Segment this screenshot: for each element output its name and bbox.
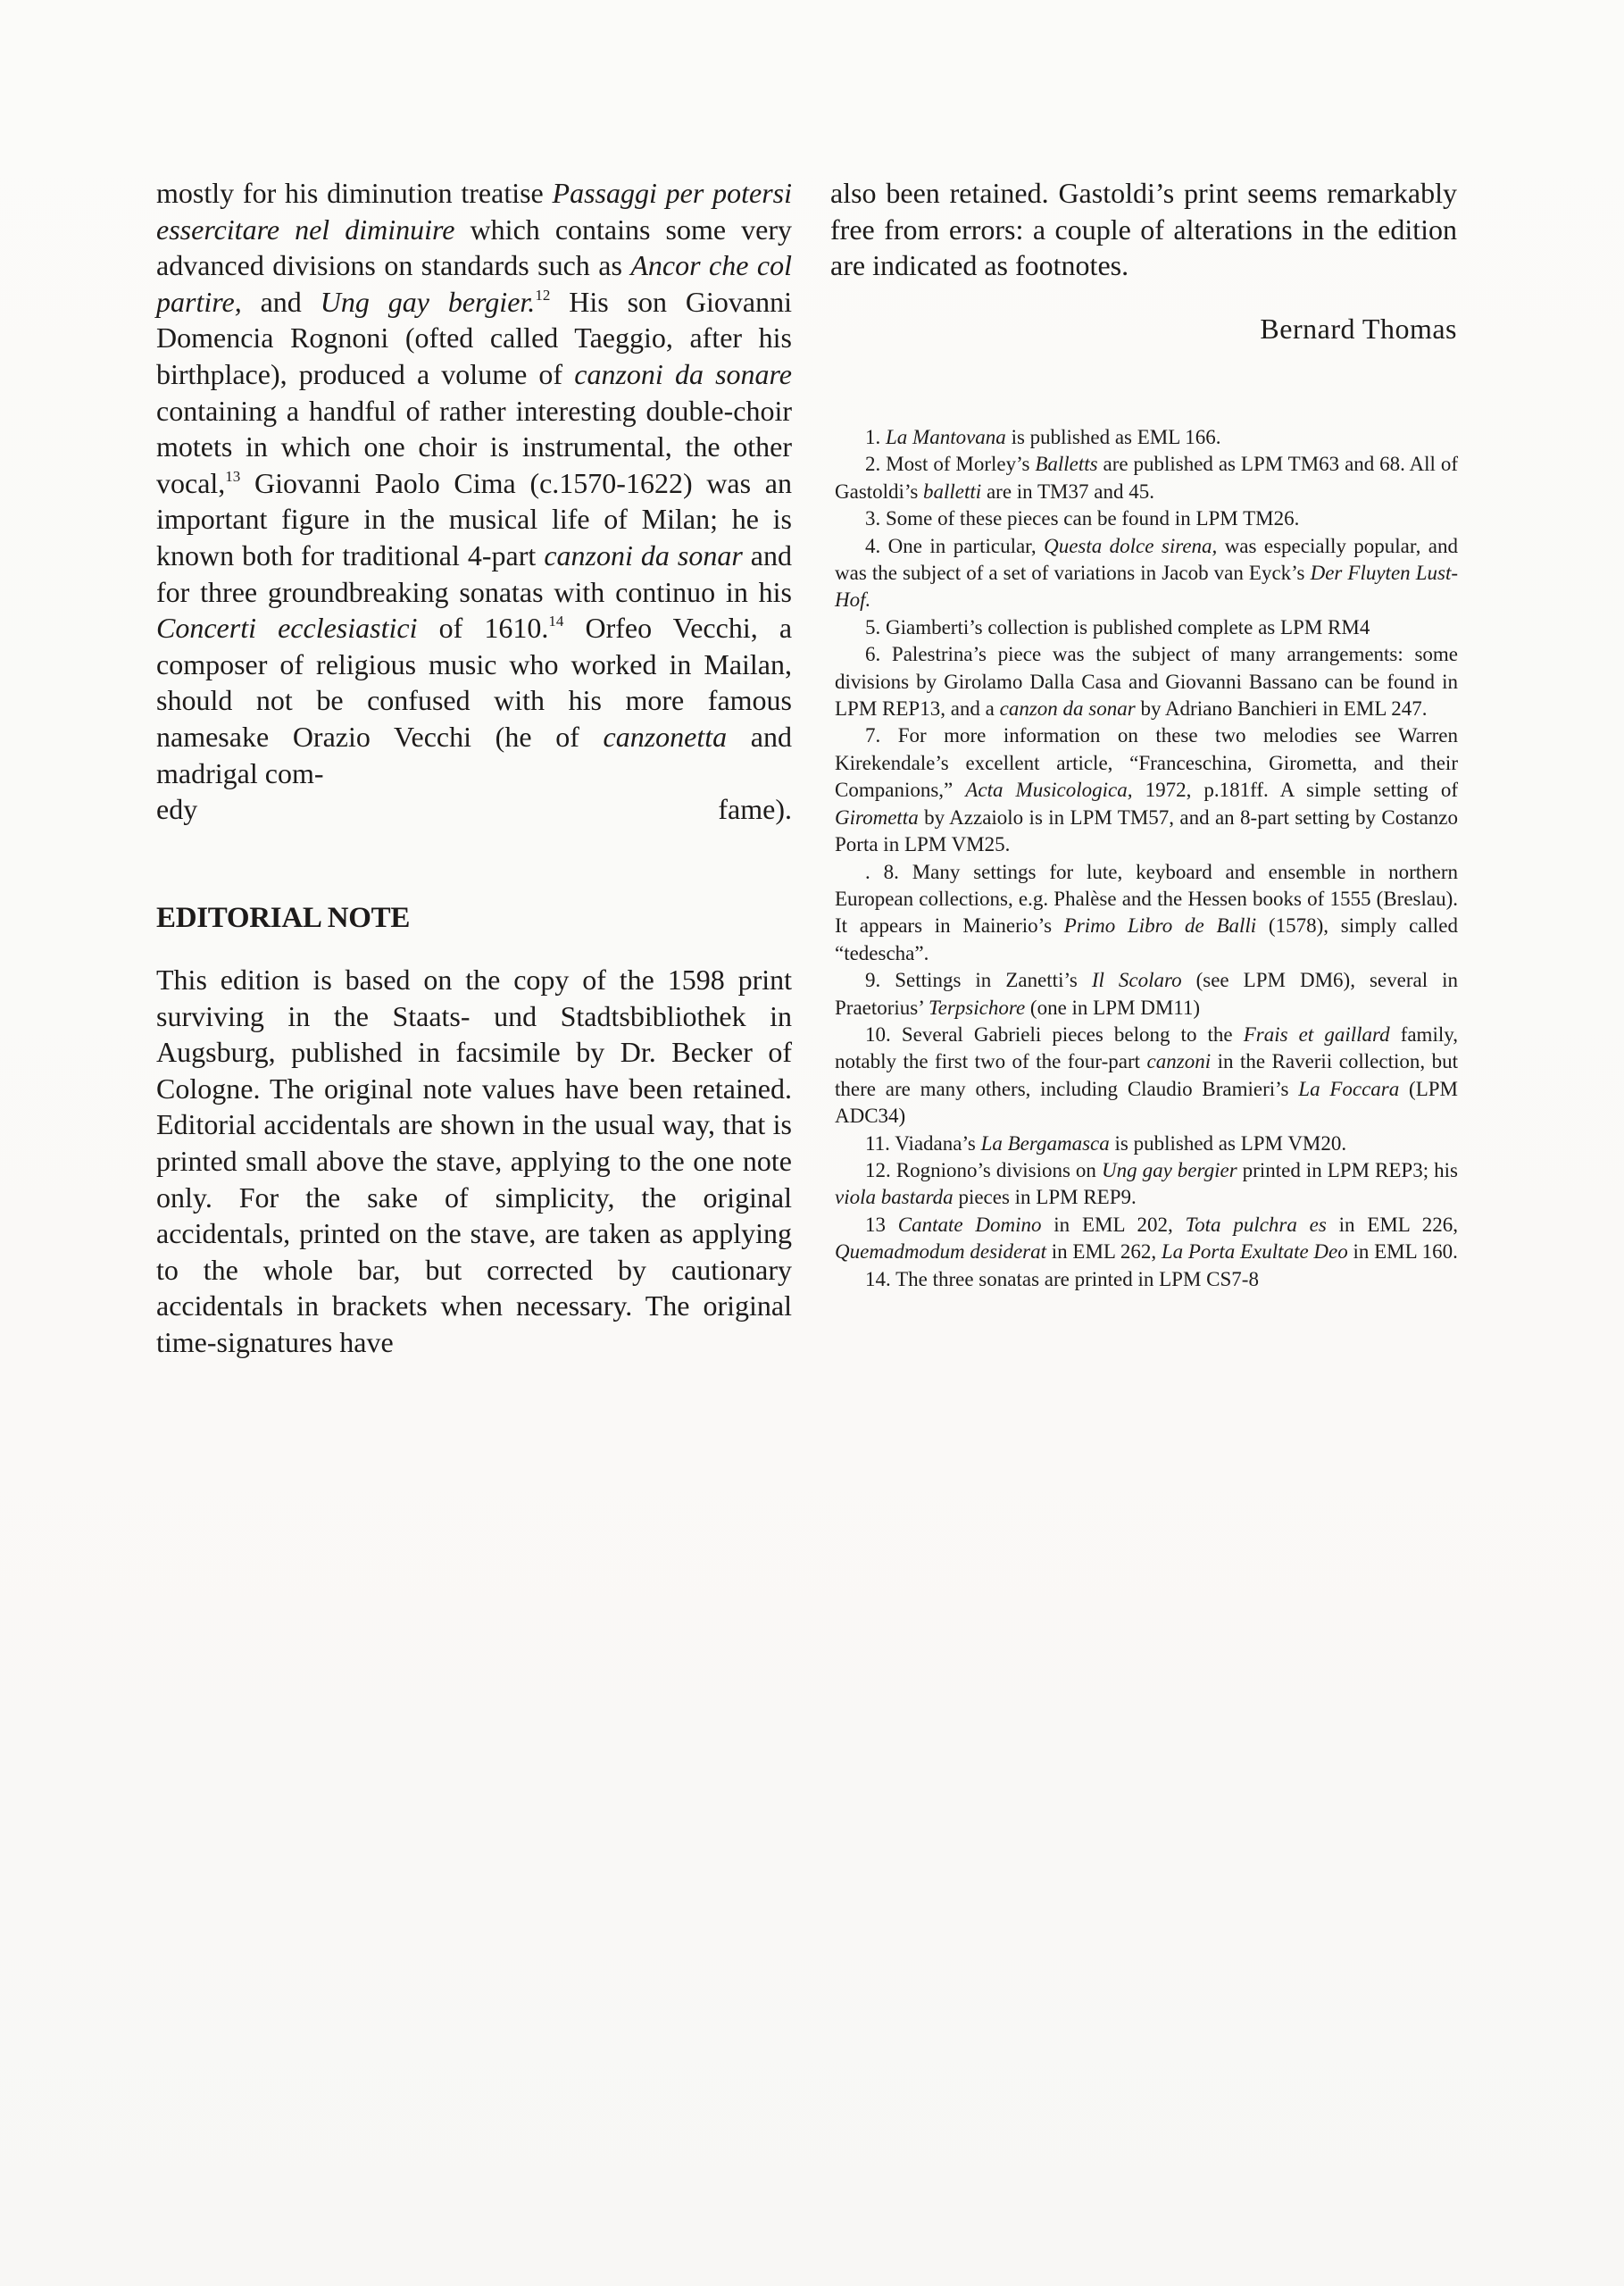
italic-title: canzoni da sonare — [574, 357, 793, 390]
italic-title: Tota pulchra es — [1185, 1213, 1327, 1236]
text-run: in EML 226, — [1326, 1213, 1459, 1236]
text-run: of 1610. — [417, 612, 549, 645]
footnote-reference: 14 — [548, 613, 564, 630]
intro-paragraph — [156, 175, 792, 791]
right-column — [830, 175, 1457, 346]
italic-title: Ung gay bergier. — [320, 285, 536, 318]
italic-title: Girometta — [835, 805, 919, 829]
text-run: 13 — [865, 1213, 898, 1236]
italic-title: Acta Musicologica, — [965, 779, 1133, 802]
text-run: are in TM37 and 45. — [981, 480, 1154, 503]
text-run: Orfeo Vecchi, a composer of religious music who worked in Mailan, should not be confused with his more famous namesake Orazio Vecchi (he of — [156, 612, 793, 753]
footnotes-list — [835, 424, 1458, 1293]
italic-title: canzonetta — [603, 720, 728, 753]
italic-title: La Foccara — [1298, 1077, 1400, 1100]
footnote-reference: 12 — [535, 286, 551, 304]
text-run: by Azzaiolo is in LPM TM57, and an 8-part setting by Costanzo Porta in LPM VM25. — [835, 805, 1458, 856]
text-run: 1. — [865, 426, 886, 448]
italic-title: La Mantovana — [886, 426, 1006, 448]
italic-title: canzon da sonar — [999, 697, 1136, 721]
editorial-note-continuation: also been retained. Gastoldi’s print seems remarkably free from errors: a couple of alterations in the edition are indicated as footnotes. — [830, 177, 1457, 282]
footnote-item — [835, 859, 1458, 968]
text-run: 4. One in particular, — [865, 534, 1045, 557]
text-run: pieces in LPM REP9. — [953, 1186, 1137, 1209]
text-run: (one in LPM DM11) — [1025, 996, 1201, 1019]
text-run: 2. Most of Morley’s — [865, 453, 1036, 476]
italic-title: Passaggi per potersi essercitare nel diminuire — [156, 177, 793, 246]
text-run: and madrigal com- — [156, 720, 792, 789]
text-run: was especially popular, and was the subject of a set of variations in Jacob van Eyck’s — [835, 534, 1458, 585]
footnote-item — [835, 1022, 1458, 1130]
text-run: 10. Several Gabrieli pieces belong to the — [865, 1022, 1244, 1046]
left-column — [156, 175, 792, 828]
text-run: are published as LPM TM63 and 68. All of Gastoldi’s — [835, 453, 1458, 503]
text-run: is published as LPM VM20. — [1109, 1131, 1347, 1155]
italic-title: balletti — [923, 480, 982, 503]
italic-title: Ung gay bergier — [1101, 1158, 1237, 1181]
text-run: family, notably the first two of the four-part — [835, 1022, 1458, 1073]
text-run: 12. Rogniono’s divisions on — [865, 1158, 1102, 1181]
italic-title: Frais et gaillard — [1243, 1022, 1390, 1046]
editorial-note-body: This edition is based on the copy of the 1598 print surviving in the Staats- und Stadtsbibliothek in Augsburg, published in facsimile by Dr. Becker of Cologne. The original note values have been retained. Editorial accidentals are shown in the usual way, that is printed small above the stave, applying to the one note only. For the sake of simplicity, the original accidentals, printed on the stave, are taken as applying to the whole bar, but corrected by cautionary accidentals in brackets when necessary. The original time-signatures have — [156, 964, 792, 1358]
text-run: and for three groundbreaking sonatas with continuo in his — [156, 538, 793, 608]
footnote-reference: 13 — [225, 467, 241, 485]
footnote-item — [835, 533, 1458, 614]
text-run: (LPM ADC34) — [835, 1077, 1458, 1128]
footnote-item — [835, 967, 1458, 1022]
text-run: Giovanni Paolo Cima (c.1570-1622) was an important figure in the musical life of Milan; he is known both for traditional 4-part — [156, 466, 792, 572]
italic-title: Questa dolce sirena, — [1044, 534, 1218, 557]
text-run: in EML 160. — [1347, 1240, 1458, 1264]
footnote-item — [835, 424, 1458, 451]
text-run: mostly for his diminution treatise — [156, 177, 553, 209]
italic-title: canzoni — [1146, 1050, 1212, 1073]
italic-title: Primo Libro de Balli — [1063, 914, 1257, 938]
text-run: which contains some very advanced divisions on standards such as — [156, 213, 792, 282]
section-heading-editorial-note: EDITORIAL NOTE — [156, 902, 411, 934]
text-run: His son Giovanni Domencia Rognoni (ofted called Taeggio, after his birthplace), produced a volume of — [156, 285, 793, 390]
italic-title: La Porta Exultate Deo — [1161, 1240, 1348, 1264]
text-run: 6. Palestrina’s piece was the subject of many arrangements: some divisions by Girolamo Dalla Casa and Giovanni Bassano can be found in LPM REP13, and a — [835, 643, 1458, 721]
italic-title: Quemadmodum desiderat — [835, 1240, 1046, 1264]
text-run: (see LPM DM6), several in Praetorius’ — [835, 969, 1458, 1019]
text-run: 9. Settings in Zanetti’s — [865, 969, 1092, 992]
last-line-right: fame). — [718, 793, 792, 826]
editorial-note-section — [156, 962, 792, 1361]
text-run: and — [241, 285, 321, 318]
footnote-item — [835, 505, 1458, 532]
italic-title: viola bastarda — [835, 1186, 954, 1209]
text-run: by Adriano Banchieri in EML 247. — [1135, 697, 1428, 721]
footnote-item — [835, 614, 1458, 641]
text-run: is published as EML 166. — [1005, 426, 1221, 448]
footnote-item — [835, 1130, 1458, 1157]
footnote-item — [835, 1266, 1458, 1293]
italic-title: La Bergamasca — [980, 1131, 1110, 1155]
text-run: printed in LPM REP3; his — [1237, 1158, 1458, 1181]
text-run: in EML 202, — [1041, 1213, 1186, 1236]
text-run: 11. Viadana’s — [865, 1131, 981, 1155]
italic-title: Cantate Domino — [897, 1213, 1042, 1236]
italic-title: Balletts — [1035, 453, 1098, 476]
author-signature: Bernard Thomas — [1260, 312, 1457, 345]
italic-title: Terpsichore — [928, 996, 1026, 1019]
text-run: 7. For more information on these two melodies see Warren Kirekendale’s excellent article, “Franceschina, Girometta, and their Companions,” — [835, 724, 1458, 802]
text-run: 5. Giamberti’s collection is published complete as LPM RM4 — [865, 615, 1370, 638]
footnote-item — [835, 451, 1458, 505]
text-run: in EML 262, — [1046, 1240, 1162, 1264]
italic-title: Der Fluyten Lust-Hof. — [835, 562, 1459, 612]
text-run: in the Raverii collection, but there are many others, including Claudio Bramieri’s — [835, 1050, 1459, 1100]
footnote-item — [835, 1212, 1458, 1266]
footnote-item — [835, 722, 1458, 858]
footnote-item — [835, 641, 1458, 722]
italic-title: Concerti ecclesiastici — [156, 612, 418, 645]
text-run: (1578), simply called “tedescha”. — [835, 914, 1458, 964]
text-run: containing a handful of rather interesting double-choir motets in which one choir is instrumental, the other vocal, — [156, 394, 792, 499]
last-line-left: edy — [156, 793, 198, 826]
italic-title: Ancor che col partire, — [156, 249, 793, 318]
text-run: 14. The three sonatas are printed in LPM CS7-8 — [865, 1267, 1259, 1290]
italic-title: canzoni da sonar — [544, 538, 743, 572]
text-run: 3. Some of these pieces can be found in LPM TM26. — [865, 507, 1300, 530]
intro-paragraph-last-line — [156, 791, 792, 828]
footnote-item — [835, 1157, 1458, 1212]
italic-title: Il Scolaro — [1091, 969, 1182, 992]
text-run: 1972, p.181ff. A simple setting of — [1132, 779, 1458, 802]
text-run: . 8. Many settings for lute, keyboard and ensemble in northern European collections, e.g. Phalèse and the Hessen books of 1555 (Breslau). It appears in Mainerio’s — [835, 860, 1458, 938]
